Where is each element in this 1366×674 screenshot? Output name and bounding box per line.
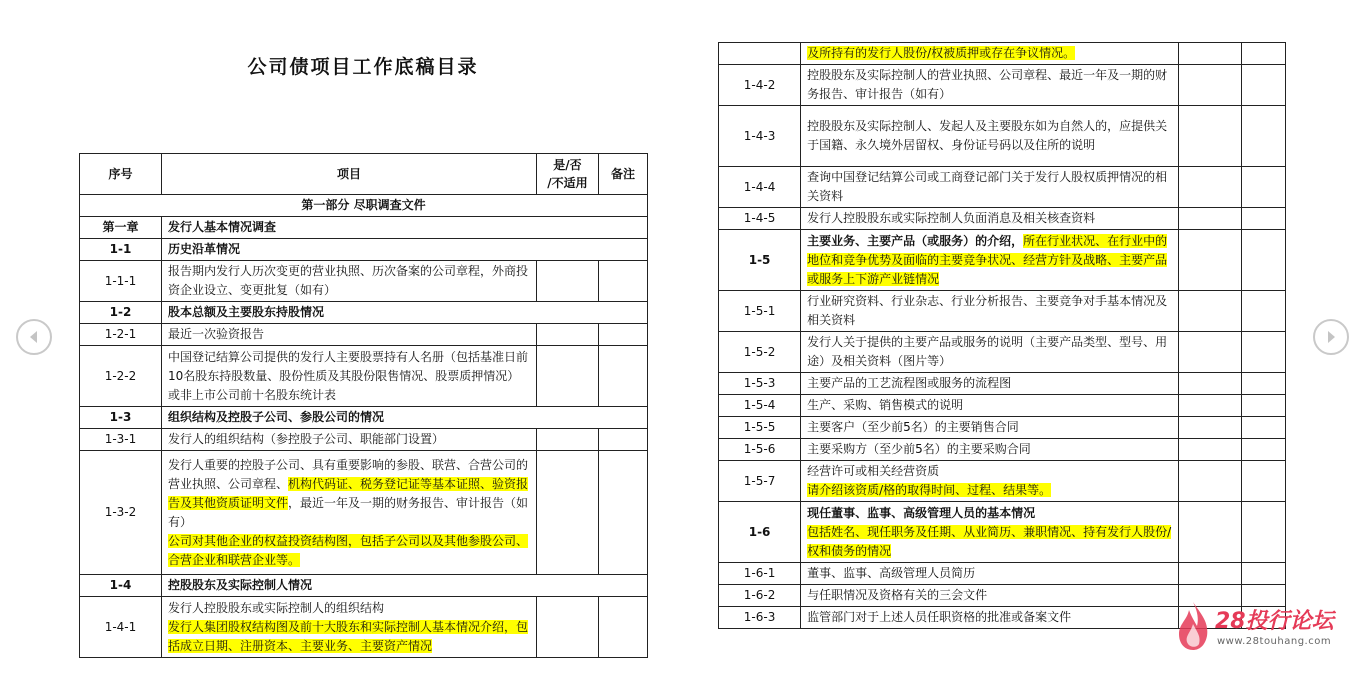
row-item-text: ，最近一年及一期的财务报告、审计报告（如有） xyxy=(168,495,529,529)
document-title: 公司债项目工作底稿目录 xyxy=(247,56,479,78)
row-no xyxy=(719,43,801,65)
row-yesno-cell xyxy=(1178,167,1241,208)
row-no: 1-1 xyxy=(80,239,162,261)
table-row xyxy=(719,230,1286,291)
table-row xyxy=(80,261,648,302)
row-yesno-cell xyxy=(537,429,599,451)
row-no: 1-6-3 xyxy=(719,607,801,629)
table-row xyxy=(719,439,1286,461)
row-item xyxy=(801,43,1179,65)
table-row xyxy=(80,346,648,407)
row-no: 1-5-3 xyxy=(719,373,801,395)
row-item-text: 主要业务、主要产品（或服务）的介绍， xyxy=(807,233,1024,248)
row-note-cell xyxy=(1241,208,1285,230)
row-yesno-cell xyxy=(537,324,599,346)
row-no: 1-4-4 xyxy=(719,167,801,208)
row-no: 1-3-2 xyxy=(80,451,162,575)
row-note-cell xyxy=(1241,230,1285,291)
row-item: 中国登记结算公司提供的发行人主要股票持有人名册（包括基准日前10名股东持股数量、股份性质及其股份限售情况、股票质押情况）或非上市公司前十名股东统计表 xyxy=(162,346,537,407)
row-no: 第一章 xyxy=(80,217,162,239)
chevron-left-icon xyxy=(27,330,41,344)
row-note-cell xyxy=(1241,65,1285,106)
table-row xyxy=(719,461,1286,502)
row-yesno-cell xyxy=(1178,106,1241,167)
highlighted-text: 包括姓名、现任职务及任期、从业简历、兼职情况、持有发行人股份/权和债务的情况 xyxy=(807,524,1172,558)
row-item: 监管部门对于上述人员任职资格的批准或备案文件 xyxy=(801,607,1179,629)
row-item: 主要产品的工艺流程图或服务的流程图 xyxy=(801,373,1179,395)
worksheet-table-left xyxy=(79,153,648,658)
row-note-cell xyxy=(1241,461,1285,502)
row-item: 董事、监事、高级管理人员简历 xyxy=(801,563,1179,585)
row-no: 1-2 xyxy=(80,302,162,324)
row-note-cell xyxy=(1241,106,1285,167)
row-yesno-cell xyxy=(1178,230,1241,291)
row-no: 1-5-5 xyxy=(719,417,801,439)
row-note-cell xyxy=(599,324,648,346)
highlighted-text: 公司对其他企业的权益投资结构图，包括子公司以及其他参股公司、合营企业和联营企业等。 xyxy=(168,533,529,567)
row-note-cell xyxy=(599,597,648,658)
row-no: 1-2-1 xyxy=(80,324,162,346)
row-item: 查询中国登记结算公司或工商登记部门关于发行人股权质押情况的相关资料 xyxy=(801,167,1179,208)
table-row xyxy=(719,563,1286,585)
row-item: 控股股东及实际控制人情况 xyxy=(162,575,648,597)
row-note-cell xyxy=(1241,502,1285,563)
highlighted-text: 所在行业状况、在行业中的地位和竞争优势及面临的主要竞争状况、经营方针及战略、主要产品或服务上下游产业链情况 xyxy=(807,233,1168,286)
row-item xyxy=(801,502,1179,563)
row-no: 1-5-6 xyxy=(719,439,801,461)
row-yesno-cell xyxy=(1178,417,1241,439)
row-yesno-cell xyxy=(1178,291,1241,332)
row-note-cell xyxy=(1241,291,1285,332)
chevron-right-icon xyxy=(1324,330,1338,344)
row-no: 1-4-1 xyxy=(80,597,162,658)
row-no: 1-4-5 xyxy=(719,208,801,230)
row-item: 发行人控股股东或实际控制人负面消息及相关核查资料 xyxy=(801,208,1179,230)
row-item-text: 发行人控股股东或实际控制人的组织结构 xyxy=(168,600,385,615)
row-yesno-cell xyxy=(537,597,599,658)
row-no: 1-3 xyxy=(80,407,162,429)
row-note-cell xyxy=(599,451,648,575)
row-item: 发行人关于提供的主要产品或服务的说明（主要产品类型、型号、用途）及相关资料（图片等） xyxy=(801,332,1179,373)
row-note-cell xyxy=(1241,395,1285,417)
table-row xyxy=(719,417,1286,439)
row-item: 行业研究资料、行业杂志、行业分析报告、主要竞争对手基本情况及相关资料 xyxy=(801,291,1179,332)
header-no: 序号 xyxy=(80,154,162,195)
table-row xyxy=(80,217,648,239)
table-row xyxy=(719,167,1286,208)
row-note-cell xyxy=(1241,563,1285,585)
row-item-text: 经营许可或相关经营资质 xyxy=(807,464,940,478)
row-yesno-cell xyxy=(1178,43,1241,65)
row-no: 1-6-1 xyxy=(719,563,801,585)
row-yesno-cell xyxy=(1178,563,1241,585)
table-row xyxy=(80,575,648,597)
row-item: 控股股东及实际控制人、发起人及主要股东如为自然人的，应提供关于国籍、永久境外居留权、身份证号码以及住所的说明 xyxy=(801,106,1179,167)
row-note-cell xyxy=(1241,332,1285,373)
watermark-url: www.28touhang.com xyxy=(1217,636,1332,647)
row-no: 1-5-7 xyxy=(719,461,801,502)
row-yesno-cell xyxy=(537,451,599,575)
row-item: 与任职情况及资格有关的三会文件 xyxy=(801,585,1179,607)
row-yesno-cell xyxy=(1178,502,1241,563)
row-note-cell xyxy=(599,346,648,407)
row-note-cell xyxy=(1241,43,1285,65)
row-item: 组织结构及控股子公司、参股公司的情况 xyxy=(162,407,648,429)
row-note-cell xyxy=(1241,373,1285,395)
right-page xyxy=(683,0,1366,674)
row-note-cell xyxy=(1241,167,1285,208)
row-no: 1-5 xyxy=(719,230,801,291)
worksheet-table-right xyxy=(718,42,1286,629)
row-item: 主要采购方（至少前5名）的主要采购合同 xyxy=(801,439,1179,461)
row-item xyxy=(162,451,537,575)
row-no: 1-5-2 xyxy=(719,332,801,373)
row-no: 1-4-2 xyxy=(719,65,801,106)
row-item: 控股股东及实际控制人的营业执照、公司章程、最近一年及一期的财务报告、审计报告（如有） xyxy=(801,65,1179,106)
highlighted-text: 机构代码证、税务登记证等基本证照、验资报告及其他资质证明文件 xyxy=(168,476,529,510)
row-no: 1-2-2 xyxy=(80,346,162,407)
prev-page-button[interactable] xyxy=(16,319,52,355)
site-watermark xyxy=(1175,598,1355,658)
row-note-cell xyxy=(599,261,648,302)
row-no: 1-1-1 xyxy=(80,261,162,302)
table-row xyxy=(719,65,1286,106)
table-row xyxy=(80,407,648,429)
next-page-button[interactable] xyxy=(1313,319,1349,355)
table-row xyxy=(719,208,1286,230)
row-no: 1-6 xyxy=(719,502,801,563)
row-item: 主要客户（至少前5名）的主要销售合同 xyxy=(801,417,1179,439)
row-note-cell xyxy=(1241,417,1285,439)
table-row xyxy=(80,302,648,324)
table-row xyxy=(80,597,648,658)
row-note-cell xyxy=(1241,439,1285,461)
row-item: 生产、采购、销售模式的说明 xyxy=(801,395,1179,417)
table-row xyxy=(80,239,648,261)
row-yesno-cell xyxy=(1178,208,1241,230)
highlighted-text: 及所持有的发行人股份/权被质押或存在争议情况。 xyxy=(807,46,1076,60)
row-item xyxy=(162,597,537,658)
row-item xyxy=(801,230,1179,291)
table-row xyxy=(80,195,648,217)
row-no: 1-4-3 xyxy=(719,106,801,167)
header-note: 备注 xyxy=(599,154,648,195)
row-yesno-cell xyxy=(1178,332,1241,373)
row-yesno-cell xyxy=(1178,461,1241,502)
flame-logo-icon xyxy=(1175,600,1211,652)
row-no: 1-5-4 xyxy=(719,395,801,417)
row-no: 1-5-1 xyxy=(719,291,801,332)
row-note-cell xyxy=(599,429,648,451)
row-item: 发行人基本情况调查 xyxy=(162,217,648,239)
table-row xyxy=(80,429,648,451)
table-row xyxy=(80,324,648,346)
row-item: 最近一次验资报告 xyxy=(162,324,537,346)
row-item xyxy=(801,461,1179,502)
row-yesno-cell xyxy=(1178,395,1241,417)
row-no: 1-3-1 xyxy=(80,429,162,451)
header-item: 项目 xyxy=(162,154,537,195)
highlighted-text: 发行人集团股权结构图及前十大股东和实际控制人基本情况介绍，包括成立日期、注册资本、主要业务、主要资产情况 xyxy=(168,619,529,653)
row-no: 1-6-2 xyxy=(719,585,801,607)
row-yesno-cell xyxy=(537,346,599,407)
row-item-text: 现任董事、监事、高级管理人员的基本情况 xyxy=(807,505,1036,520)
table-row xyxy=(719,106,1286,167)
header-yesno: 是/否 /不适用 xyxy=(537,154,599,195)
row-yesno-cell xyxy=(1178,373,1241,395)
row-yesno-cell xyxy=(1178,439,1241,461)
row-item: 报告期内发行人历次变更的营业执照、历次备案的公司章程，外商投资企业设立、变更批复（如有） xyxy=(162,261,537,302)
row-item: 发行人的组织结构（参控股子公司、职能部门设置） xyxy=(162,429,537,451)
row-no: 1-4 xyxy=(80,575,162,597)
watermark-brand: 28投行论坛 xyxy=(1215,609,1334,634)
section-title: 第一部分 尽职调查文件 xyxy=(80,195,648,217)
table-row xyxy=(719,395,1286,417)
row-item: 股本总额及主要股东持股情况 xyxy=(162,302,648,324)
table-row xyxy=(719,332,1286,373)
table-row xyxy=(719,502,1286,563)
table-row xyxy=(719,291,1286,332)
row-item: 历史沿革情况 xyxy=(162,239,648,261)
row-yesno-cell xyxy=(1178,65,1241,106)
table-row xyxy=(719,373,1286,395)
table-header-row xyxy=(80,154,648,195)
highlighted-text: 请介绍该资质/格的取得时间、过程、结果等。 xyxy=(807,483,1052,497)
row-yesno-cell xyxy=(537,261,599,302)
table-row xyxy=(719,43,1286,65)
table-row xyxy=(80,451,648,575)
row-item-text: 发行人重要的控股子公司、具有重要影响的参股、联营、合营公司的营业执照、公司章程、 xyxy=(168,457,529,491)
